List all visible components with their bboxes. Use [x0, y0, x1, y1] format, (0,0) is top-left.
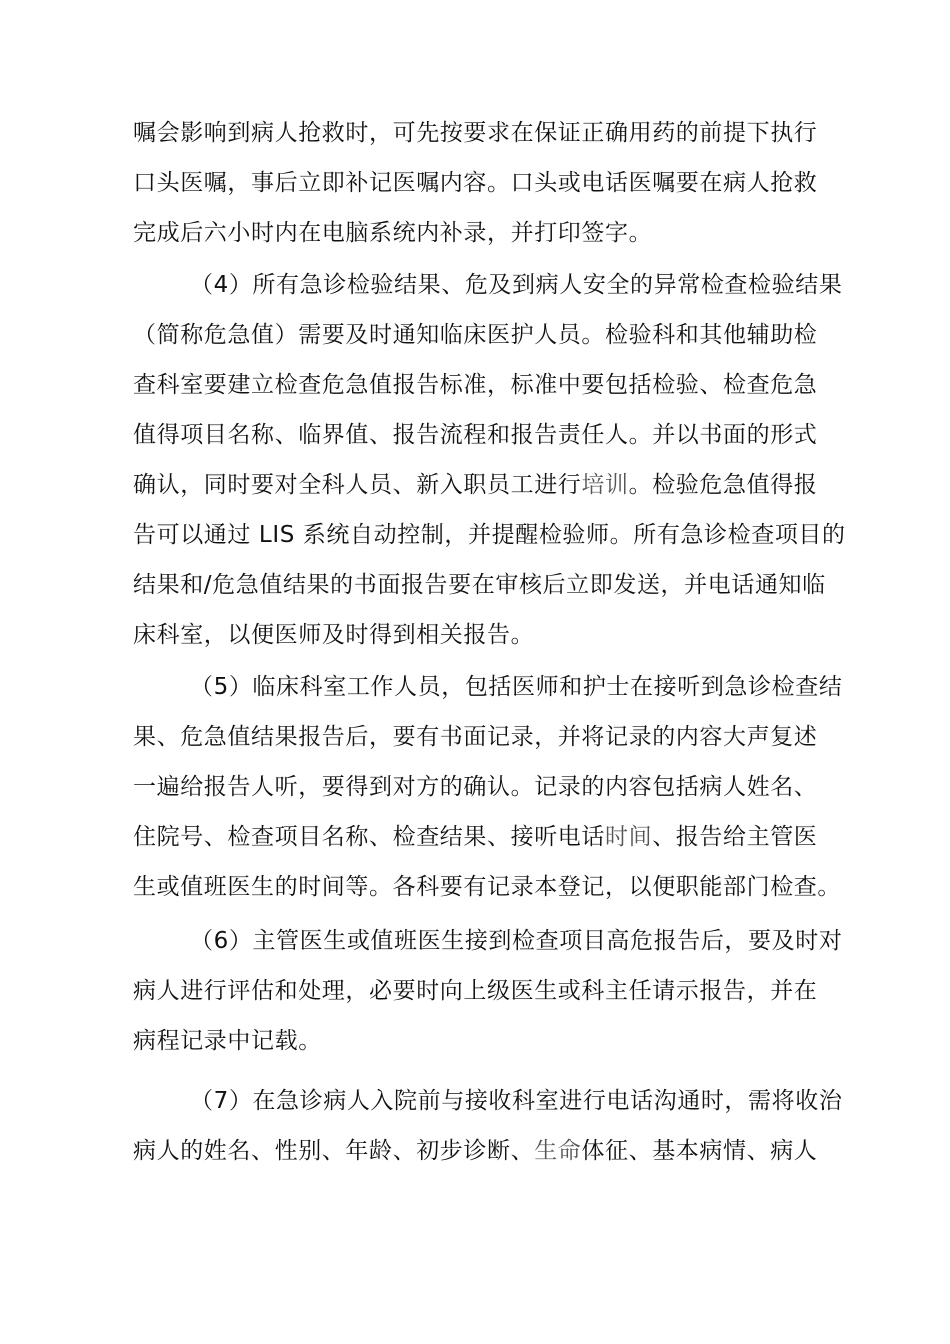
text-segment: 住院号、检查项目名称、检查结果、接听电话: [133, 824, 605, 850]
text-line: 口头医嘱，事后立即补记医嘱内容。口头或电话医嘱要在病人抢救: [133, 170, 818, 196]
text-line: 一遍给报告人听，要得到对方的确认。记录的内容包括病人姓名、: [133, 774, 818, 800]
text-line: 病人进行评估和处理，必要时向上级医生或科主任请示报告，并在: [133, 978, 818, 1004]
text-segment-highlight: 培训: [581, 472, 629, 498]
text-line: 完成后六小时内在电脑系统内补录，并打印签字。: [133, 220, 653, 246]
text-line: 果、危急值结果报告后，要有书面记录，并将记录的内容大声复述: [133, 724, 818, 750]
text-line: [133, 823, 817, 851]
text-segment: 确认，同时要对全科人员、新入职员工进行: [133, 472, 582, 498]
paragraph-5-first-line: （5）临床科室工作人员，包括医师和护士在接听到急诊检查结: [190, 674, 843, 700]
text-line: 结果和/危急值结果的书面报告要在审核后立即发送，并电话通知临: [133, 572, 826, 598]
paragraph-6-first-line: （6）主管医生或值班医生接到检查项目高危报告后，要及时对: [190, 928, 843, 954]
text-line: 值得项目名称、临界值、报告流程和报告责任人。并以书面的形式: [133, 422, 818, 448]
text-segment: 体征、基本病情、病人: [581, 1138, 818, 1164]
text-line: 床科室，以便医师及时得到相关报告。: [133, 622, 535, 648]
text-segment-highlight: 生命: [534, 1138, 582, 1164]
text-segment: 、报告给主管医: [652, 824, 818, 850]
text-segment: 。检验危急值得报: [628, 472, 818, 498]
text-segment: 病人的姓名、性别、年龄、初步诊断、: [133, 1138, 535, 1164]
text-segment-highlight: 时间: [605, 824, 653, 850]
text-line: （简称危急值）需要及时通知临床医护人员。检验科和其他辅助检: [133, 322, 818, 348]
text-line: 病程记录中记载。: [133, 1028, 322, 1054]
text-line: 查科室要建立检查危急值报告标准，标准中要包括检验、检查危急: [133, 372, 818, 398]
text-line: 嘱会影响到病人抢救时，可先按要求在保证正确用药的前提下执行: [133, 120, 818, 146]
text-line: [133, 471, 817, 499]
paragraph-4-first-line: （4）所有急诊检验结果、危及到病人安全的异常检查检验结果: [190, 272, 843, 298]
text-line: 告可以通过 LIS 系统自动控制，并提醒检验师。所有急诊检查项目的: [133, 522, 846, 548]
text-line: 生或值班医生的时间等。各科要有记录本登记，以便职能部门检查。: [133, 874, 841, 900]
text-line: [133, 1137, 817, 1165]
paragraph-7-first-line: （7）在急诊病人入院前与接收科室进行电话沟通时，需将收治: [190, 1088, 843, 1114]
